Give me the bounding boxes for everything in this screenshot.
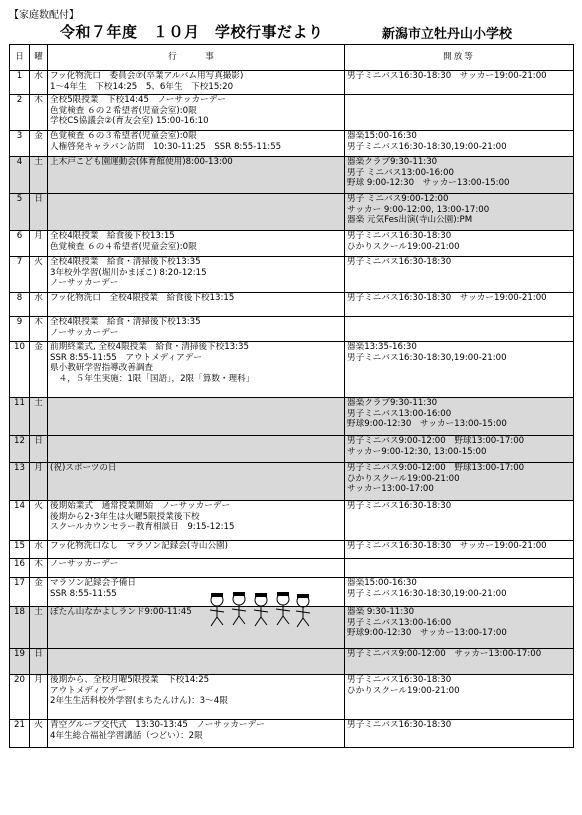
table-row bbox=[10, 317, 574, 342]
weekday-cell: 日 bbox=[30, 649, 48, 675]
weekday-cell: 土 bbox=[30, 157, 48, 194]
open-line: 野球9:00-12:30 サッカー13:00-17:00 bbox=[347, 628, 507, 639]
weekday-cell: 水 bbox=[30, 71, 48, 95]
event-line: ４，５年生実施：1限「国語」，2限「算数・理科」 bbox=[50, 373, 255, 384]
table-row bbox=[10, 675, 574, 720]
weekday-cell: 日 bbox=[30, 436, 48, 463]
open-line: 器楽クラブ9:30-11:30 bbox=[347, 157, 438, 167]
events-cell bbox=[48, 501, 345, 541]
table-row bbox=[10, 501, 574, 541]
open-line: 男子 ミニバス9:00-12:00 bbox=[347, 194, 449, 204]
weekday-cell: 木 bbox=[30, 95, 48, 131]
events-cell bbox=[48, 342, 345, 398]
table-row bbox=[10, 398, 574, 436]
event-line: 4年生総合福祉学習講話（つどい）：2限 bbox=[50, 730, 203, 741]
event-line: 人権啓発キャラバン訪問 10:30-11:25 SSR 8:55-11:55 bbox=[50, 141, 282, 152]
open-line: サッカー9:00-12:30, 13:00-15:00 bbox=[347, 446, 487, 457]
weekday-cell: 水 bbox=[30, 293, 48, 317]
weekday-cell: 金 bbox=[30, 131, 48, 157]
open-line: 器楽クラブ9:30-11:30 bbox=[347, 398, 438, 408]
open-line: 男子ミニバス16:30-18:30 サッカー19:00-21:00 bbox=[347, 293, 547, 303]
weekday-cell: 日 bbox=[30, 194, 48, 231]
event-line: マラソン記録会予備日 bbox=[50, 578, 136, 588]
events-cell bbox=[48, 559, 345, 578]
events-cell bbox=[48, 675, 345, 720]
table-row bbox=[10, 463, 574, 501]
open-cell bbox=[345, 501, 574, 541]
event-line: 県小教研学習指導改善調査 bbox=[50, 363, 154, 374]
table-row bbox=[10, 231, 574, 257]
open-cell bbox=[345, 257, 574, 293]
event-line: 3年校外学習(堀川かまぼこ) 8:20-12:15 bbox=[50, 267, 207, 278]
weekday-cell: 月 bbox=[30, 675, 48, 720]
day-cell: 3 bbox=[10, 131, 30, 157]
open-line: 男子ミニバス16:30-18:30 サッカー19:00-21:00 bbox=[347, 71, 547, 81]
weekday-cell: 火 bbox=[30, 720, 48, 748]
day-cell: 7 bbox=[10, 257, 30, 293]
open-cell bbox=[345, 293, 574, 317]
school-name: 新潟市立牡丹山小学校 bbox=[382, 27, 513, 42]
event-line: SSR 8:55-11:55 bbox=[50, 588, 117, 599]
day-cell: 17 bbox=[10, 578, 30, 607]
open-cell bbox=[345, 541, 574, 559]
table-row bbox=[10, 257, 574, 293]
header-open: 開放等 bbox=[345, 45, 574, 71]
table-row bbox=[10, 131, 574, 157]
event-line: 全校4限授業 給食・清掃後下校13:35 bbox=[50, 317, 201, 327]
open-line: サッカー 9:00-12:00, 13:00-17:00 bbox=[347, 204, 490, 215]
event-calendar-table bbox=[9, 44, 574, 748]
event-line: スクールカウンセラー教育相談日 9:15-12:15 bbox=[50, 522, 235, 533]
events-cell bbox=[48, 436, 345, 463]
open-line: 男子ミニバス13:00-16:00 bbox=[347, 617, 452, 628]
open-cell bbox=[345, 720, 574, 748]
open-line: 男子ミニバス16:30-18:30 bbox=[347, 231, 452, 241]
day-cell: 9 bbox=[10, 317, 30, 342]
open-cell bbox=[345, 95, 574, 131]
open-cell bbox=[345, 131, 574, 157]
event-line: 色覚検査 ６の４希望者(児童会室):0限 bbox=[50, 241, 197, 252]
event-line: ノーサッカーデー bbox=[50, 559, 119, 569]
events-cell bbox=[48, 541, 345, 559]
table-row bbox=[10, 157, 574, 194]
weekday-cell: 水 bbox=[30, 541, 48, 559]
events-cell bbox=[48, 317, 345, 342]
table-header-row bbox=[10, 45, 574, 71]
table-row bbox=[10, 194, 574, 231]
day-cell: 4 bbox=[10, 157, 30, 194]
event-line: ぼたん山なかよしランド9:00-11:45 bbox=[50, 607, 192, 617]
weekday-cell: 火 bbox=[30, 501, 48, 541]
event-line: 2年生生活科校外学習(まちたんけん)：3～4限 bbox=[50, 696, 228, 707]
open-line: 器楽13:35-16:30 bbox=[347, 342, 417, 352]
open-line: ひかりスクール19:00-21:00 bbox=[347, 241, 460, 252]
weekday-cell: 月 bbox=[30, 231, 48, 257]
open-line: 男子ミニバス16:30-18:30 サッカー19:00-21:00 bbox=[347, 541, 547, 551]
table-row bbox=[10, 342, 574, 398]
events-cell bbox=[48, 95, 345, 131]
events-cell bbox=[48, 720, 345, 748]
day-cell: 13 bbox=[10, 463, 30, 501]
open-line: 器楽 9:30-11:30 bbox=[347, 607, 415, 617]
event-line: 全校5限授業 下校14:45 ノーサッカーデー bbox=[50, 95, 226, 105]
day-cell: 18 bbox=[10, 607, 30, 649]
day-cell: 16 bbox=[10, 559, 30, 578]
open-line: 男子ミニバス13:00-16:00 bbox=[347, 408, 452, 419]
open-cell bbox=[345, 194, 574, 231]
event-line: 後期から2･3年生は火曜5限授業後下校 bbox=[50, 511, 200, 522]
day-cell: 2 bbox=[10, 95, 30, 131]
open-line: 男子ミニバス16:30-18:30,19:00-21:00 bbox=[347, 141, 507, 152]
events-cell bbox=[48, 463, 345, 501]
event-line: ノーサッカーデー bbox=[50, 278, 119, 289]
event-line: 1～4年生 下校14:25 5、6年生 下校15:20 bbox=[50, 81, 234, 92]
open-line: 男子ミニバス16:30-18:30 bbox=[347, 720, 452, 730]
event-line: SSR 8:55-11:55 アウトメディアデー bbox=[50, 352, 202, 363]
events-cell bbox=[48, 649, 345, 675]
day-cell: 5 bbox=[10, 194, 30, 231]
day-cell: 11 bbox=[10, 398, 30, 436]
event-line: 色覚検査 ６の３希望者(児童会室):0限 bbox=[50, 131, 197, 141]
open-cell bbox=[345, 317, 574, 342]
day-cell: 21 bbox=[10, 720, 30, 748]
open-cell bbox=[345, 157, 574, 194]
event-line: 全校4限授業 給食・清掃後下校13:35 bbox=[50, 257, 201, 267]
event-line: 前期終業式, 全校4限授業 給食・清掃後下校13:35 bbox=[50, 342, 249, 352]
open-line: 器楽15:00-16:30 bbox=[347, 578, 417, 588]
day-cell: 6 bbox=[10, 231, 30, 257]
open-cell bbox=[345, 463, 574, 501]
open-cell bbox=[345, 342, 574, 398]
open-line: 男子 ミニバス13:00-16:00 bbox=[347, 167, 454, 178]
open-cell bbox=[345, 675, 574, 720]
open-cell bbox=[345, 578, 574, 607]
events-cell bbox=[48, 71, 345, 95]
open-line: 野球9:00-12:30 サッカー13:00-15:00 bbox=[347, 419, 507, 430]
event-line: 上木戸こども園運動会(体育館使用)8:00-13:00 bbox=[50, 157, 233, 167]
table-row bbox=[10, 71, 574, 95]
event-line: ノーサッカーデー bbox=[50, 327, 119, 338]
weekday-cell: 金 bbox=[30, 578, 48, 607]
open-line: 器楽15:00-16:30 bbox=[347, 131, 417, 141]
open-line: 男子ミニバス9:00-12:00 サッカー13:00-17:00 bbox=[347, 649, 542, 659]
day-cell: 8 bbox=[10, 293, 30, 317]
day-cell: 10 bbox=[10, 342, 30, 398]
open-line: 男子ミニバス16:30-18:30 bbox=[347, 675, 452, 685]
events-cell bbox=[48, 257, 345, 293]
open-line: 男子ミニバス9:00-12:00 野球13:00-17:00 bbox=[347, 463, 525, 473]
open-line: 野球 9:00-12:30 サッカー13:00-15:00 bbox=[347, 178, 510, 189]
event-line: フッ化物洗口 委員会⑦(卒業アルバム用写真撮影) bbox=[50, 71, 244, 81]
events-cell bbox=[48, 293, 345, 317]
event-line: アウトメディアデー bbox=[50, 685, 127, 696]
table-row bbox=[10, 436, 574, 463]
weekday-cell: 金 bbox=[30, 342, 48, 398]
day-cell: 14 bbox=[10, 501, 30, 541]
day-cell: 15 bbox=[10, 541, 30, 559]
open-cell bbox=[345, 231, 574, 257]
open-line: 器楽 元気Fes出演(寺山公園):PM bbox=[347, 215, 473, 226]
open-line: サッカー13:00-17:00 bbox=[347, 484, 434, 495]
open-line: ひかりスクール19:00-21:00 bbox=[347, 473, 460, 484]
weekday-cell: 木 bbox=[30, 317, 48, 342]
event-line: 学校CS協議会②(育友会室) 15:00-16:10 bbox=[50, 116, 209, 127]
events-cell bbox=[48, 231, 345, 257]
event-line: 色覚検査 ６の２希望者(児童会室):0限 bbox=[50, 105, 197, 116]
day-cell: 20 bbox=[10, 675, 30, 720]
header-day: 日 bbox=[10, 45, 30, 71]
events-cell bbox=[48, 398, 345, 436]
weekday-cell: 土 bbox=[30, 398, 48, 436]
weekday-cell: 木 bbox=[30, 559, 48, 578]
open-line: 男子ミニバス16:30-18:30,19:00-21:00 bbox=[347, 588, 507, 599]
open-cell bbox=[345, 436, 574, 463]
open-cell bbox=[345, 649, 574, 675]
open-cell bbox=[345, 71, 574, 95]
open-line: 男子ミニバス16:30-18:30 bbox=[347, 257, 452, 267]
weekday-cell: 月 bbox=[30, 463, 48, 501]
header-weekday: 曜 bbox=[30, 45, 48, 71]
events-cell bbox=[48, 131, 345, 157]
open-line: 男子ミニバス16:30-18:30,19:00-21:00 bbox=[347, 352, 507, 363]
open-cell bbox=[345, 398, 574, 436]
event-line: フッ化物洗口 全校4限授業 給食後下校13:15 bbox=[50, 293, 235, 303]
distribution-tag: 【家庭数配付】 bbox=[9, 10, 79, 21]
open-cell bbox=[345, 559, 574, 578]
running-children-illustration bbox=[205, 590, 315, 630]
event-line: 後期から、全校月曜5限授業 下校14:25 bbox=[50, 675, 210, 685]
event-line: (祝)スポーツの日 bbox=[50, 463, 117, 473]
open-line: 男子ミニバス16:30-18:30 bbox=[347, 501, 452, 511]
table-row bbox=[10, 95, 574, 131]
table-row bbox=[10, 293, 574, 317]
table-row bbox=[10, 559, 574, 578]
table-row bbox=[10, 649, 574, 675]
event-line: 青空グループ交代式 13:30-13:45 ノーサッカーデー bbox=[50, 720, 265, 730]
table-row bbox=[10, 720, 574, 748]
page-title: 令和７年度 １０月 学校行事だより bbox=[60, 23, 324, 41]
event-line: フッ化物洗口なし マラソン記録会(寺山公園) bbox=[50, 541, 228, 551]
events-cell bbox=[48, 194, 345, 231]
open-line: 男子ミニバス9:00-12:00 野球13:00-17:00 bbox=[347, 436, 525, 446]
day-cell: 19 bbox=[10, 649, 30, 675]
header-events: 行 事 bbox=[48, 45, 345, 71]
weekday-cell: 土 bbox=[30, 607, 48, 649]
open-line: ひかりスクール19:00-21:00 bbox=[347, 685, 460, 696]
event-line: 後期始業式 通常授業開始 ノーサッカーデー bbox=[50, 501, 231, 511]
event-line: 全校4限授業 給食後下校13:15 bbox=[50, 231, 175, 241]
table-row bbox=[10, 541, 574, 559]
open-cell bbox=[345, 607, 574, 649]
events-cell bbox=[48, 157, 345, 194]
weekday-cell: 火 bbox=[30, 257, 48, 293]
day-cell: 1 bbox=[10, 71, 30, 95]
day-cell: 12 bbox=[10, 436, 30, 463]
